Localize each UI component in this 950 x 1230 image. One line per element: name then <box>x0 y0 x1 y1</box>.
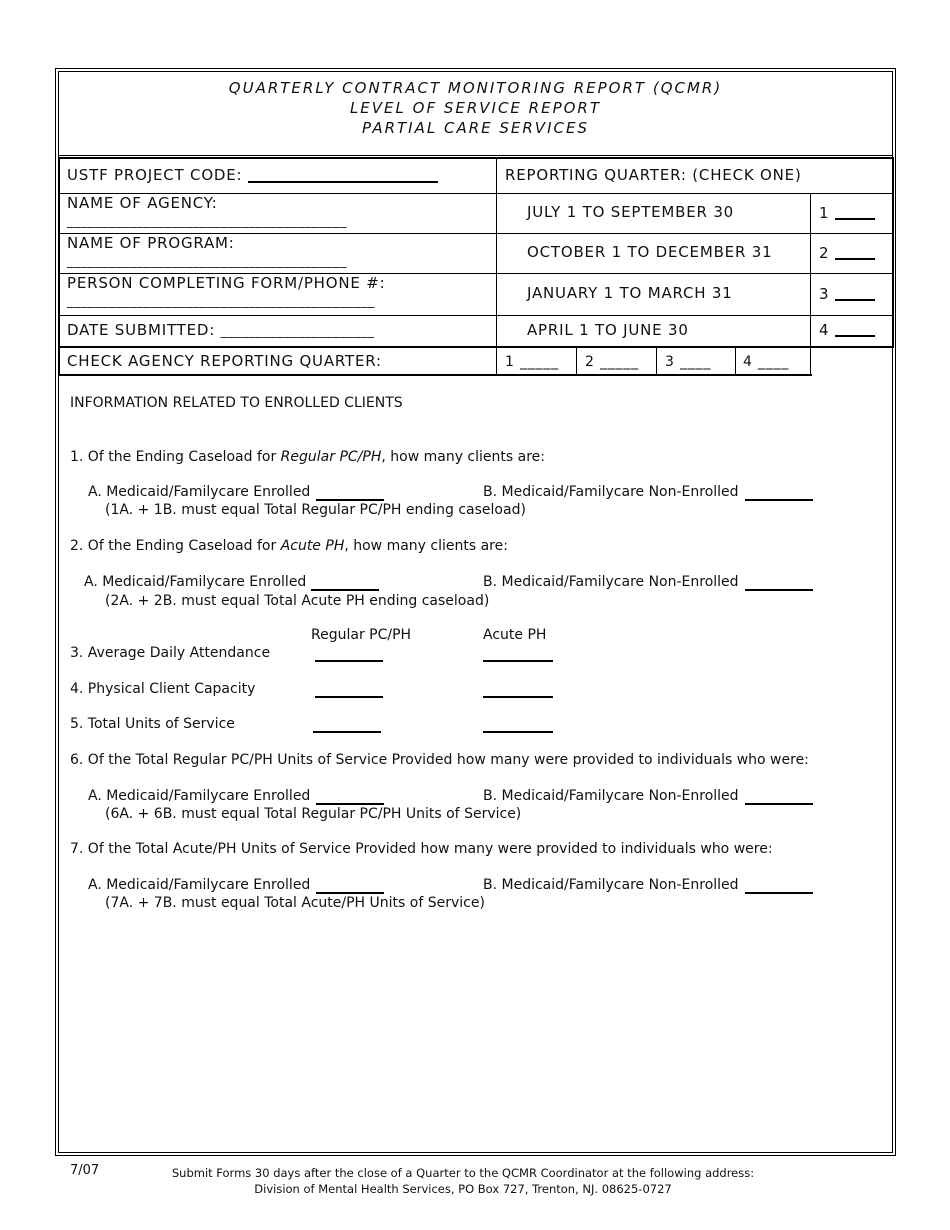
q2-note: (2A. + 2B. must equal Total Acute PH ending caseload) <box>105 593 490 609</box>
q1-b-label: B. Medicaid/Familycare Non-Enrolled <box>483 484 739 500</box>
question-4: 4. Physical Client Capacity <box>70 681 256 697</box>
question-6: 6. Of the Total Regular PC/PH Units of Service Provided how many were provided to individuals who were: <box>70 752 809 768</box>
q2-a-label: A. Medicaid/Familycare Enrolled <box>84 574 307 590</box>
form-title-line2: LEVEL OF SERVICE REPORT <box>349 99 602 117</box>
footer-line-1: Submit Forms 30 days after the close of a Quarter to the QCMR Coordinator at the following address: <box>171 1166 755 1180</box>
q1-a-input[interactable] <box>316 484 384 501</box>
quarter-4-blank[interactable] <box>835 335 875 337</box>
form-version: 7/07 <box>70 1163 100 1178</box>
question-7: 7. Of the Total Acute/PH Units of Service Provided how many were provided to individuals who were: <box>70 841 773 857</box>
q1-a-label: A. Medicaid/Familycare Enrolled <box>88 484 311 500</box>
agency-input[interactable]: ________________________________________ <box>67 214 347 229</box>
footer-line-2: Division of Mental Health Services, PO Box 727, Trenton, NJ. 08625-0727 <box>254 1182 672 1196</box>
q6-b-label: B. Medicaid/Familycare Non-Enrolled <box>483 788 739 804</box>
column-regular-header: Regular PC/PH <box>311 627 412 643</box>
question-1-pre: 1. Of the Ending Caseload for <box>70 449 281 465</box>
quarter-4-label: APRIL 1 TO JUNE 30 <box>527 321 689 339</box>
project-code-input[interactable] <box>248 181 438 183</box>
project-code-label: USTF PROJECT CODE: <box>67 166 243 184</box>
person-input[interactable]: ____________________________________________ <box>67 294 375 309</box>
question-3: 3. Average Daily Attendance <box>70 645 271 661</box>
question-5: 5. Total Units of Service <box>70 716 235 732</box>
agency-quarter-3[interactable]: 3 ____ <box>665 354 712 370</box>
quarter-1-num: 1 <box>819 204 830 222</box>
quarter-1-blank[interactable] <box>835 218 875 220</box>
quarter-4-num: 4 <box>819 321 830 339</box>
question-1-emphasis: Regular PC/PH <box>280 449 382 465</box>
form-title-line3: PARTIAL CARE SERVICES <box>362 119 589 137</box>
question-2-emphasis: Acute PH <box>280 538 345 554</box>
q7-a-label: A. Medicaid/Familycare Enrolled <box>88 877 311 893</box>
title-divider <box>58 155 893 156</box>
question-1-post: , how many clients are: <box>381 449 545 465</box>
agency-quarter-1[interactable]: 1 _____ <box>505 354 559 370</box>
q7-note: (7A. + 7B. must equal Total Acute/PH Units of Service) <box>105 895 485 911</box>
quarter-2-blank[interactable] <box>835 258 875 260</box>
project-code-field <box>67 166 438 184</box>
program-label: NAME OF PROGRAM: <box>67 234 235 252</box>
q4-acute-input[interactable] <box>483 681 553 698</box>
agency-quarter-4[interactable]: 4 ____ <box>743 354 790 370</box>
q1-b-input[interactable] <box>745 484 813 501</box>
q6-a-label: A. Medicaid/Familycare Enrolled <box>88 788 311 804</box>
date-submitted-field <box>67 321 375 339</box>
form-title-line1: QUARTERLY CONTRACT MONITORING REPORT (QCMR) <box>228 79 723 97</box>
quarter-2-label: OCTOBER 1 TO DECEMBER 31 <box>527 243 773 261</box>
q6-b-input[interactable] <box>745 788 813 805</box>
quarter-2-check[interactable] <box>819 244 875 262</box>
q3-regular-input[interactable] <box>315 645 383 662</box>
quarter-3-label: JANUARY 1 TO MARCH 31 <box>527 284 733 302</box>
quarter-3-blank[interactable] <box>835 299 875 301</box>
question-2-pre: 2. Of the Ending Caseload for <box>70 538 281 554</box>
q5-acute-input[interactable] <box>483 716 553 733</box>
question-1 <box>70 449 545 465</box>
question-2 <box>70 538 508 554</box>
person-label: PERSON COMPLETING FORM/PHONE #: <box>67 274 386 292</box>
quarter-2-num: 2 <box>819 244 830 262</box>
quarter-3-num: 3 <box>819 285 830 303</box>
q6-a-input[interactable] <box>316 788 384 805</box>
q7-b-label: B. Medicaid/Familycare Non-Enrolled <box>483 877 739 893</box>
quarter-1-label: JULY 1 TO SEPTEMBER 30 <box>527 203 735 221</box>
reporting-quarter-label: REPORTING QUARTER: (CHECK ONE) <box>505 166 802 184</box>
agency-label: NAME OF AGENCY: <box>67 194 218 212</box>
section-heading: INFORMATION RELATED TO ENROLLED CLIENTS <box>70 395 403 411</box>
q5-regular-input[interactable] <box>313 716 381 733</box>
date-submitted-label: DATE SUBMITTED: <box>67 321 216 339</box>
q6-note: (6A. + 6B. must equal Total Regular PC/PH Units of Service) <box>105 806 522 822</box>
q7-b-input[interactable] <box>745 877 813 894</box>
column-acute-header: Acute PH <box>483 627 547 643</box>
q1-note: (1A. + 1B. must equal Total Regular PC/PH ending caseload) <box>105 502 526 518</box>
quarter-4-check[interactable] <box>819 321 875 339</box>
agency-quarter-2[interactable]: 2 _____ <box>585 354 639 370</box>
date-submitted-input[interactable]: ______________________ <box>220 324 375 339</box>
q3-acute-input[interactable] <box>483 645 553 662</box>
quarter-3-check[interactable] <box>819 285 875 303</box>
q7-a-input[interactable] <box>316 877 384 894</box>
program-input[interactable]: ________________________________________ <box>67 254 347 269</box>
q2-b-input[interactable] <box>745 574 813 591</box>
q2-b-label: B. Medicaid/Familycare Non-Enrolled <box>483 574 739 590</box>
q4-regular-input[interactable] <box>315 681 383 698</box>
q2-a-input[interactable] <box>311 574 379 591</box>
check-agency-quarter-label: CHECK AGENCY REPORTING QUARTER: <box>67 352 382 370</box>
quarter-1-check[interactable] <box>819 204 875 222</box>
question-2-post: , how many clients are: <box>344 538 508 554</box>
